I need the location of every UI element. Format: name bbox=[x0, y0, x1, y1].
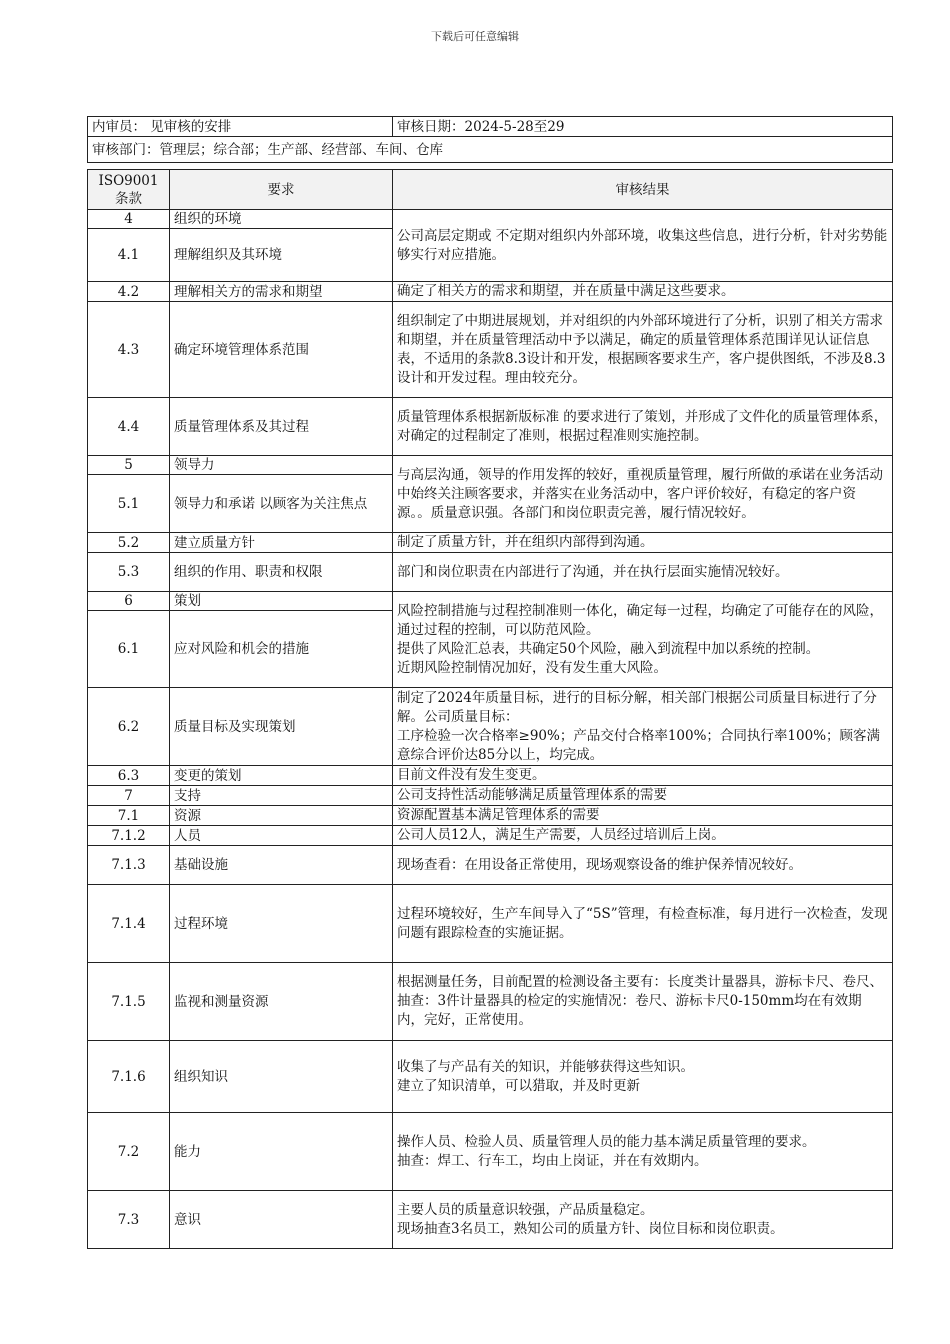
requirement-cell: 领导力 bbox=[170, 456, 393, 475]
result-cell: 公司人员12人，满足生产需要，人员经过培训后上岗。 bbox=[393, 826, 893, 846]
clause-cell: 7 bbox=[88, 786, 170, 806]
clause-cell: 5 bbox=[88, 456, 170, 475]
result-text: 风险控制措施与过程控制准则一体化，确定每一过程，均确定了可能存在的风险，通过过程的控制，可以防范风险。 bbox=[397, 602, 884, 638]
result-text: 抽查：3件计量器具的检定的实施情况：卷尺、游标卡尺0-150mm均在有效期内，完好，正常使用。 bbox=[397, 993, 862, 1028]
clause-cell: 4.2 bbox=[88, 282, 170, 302]
result-cell bbox=[393, 592, 893, 688]
result-cell bbox=[393, 688, 893, 766]
table-row bbox=[88, 766, 893, 786]
result-cell bbox=[393, 1041, 893, 1113]
table-row bbox=[88, 786, 893, 806]
clause-cell: 7.2 bbox=[88, 1113, 170, 1191]
table-row bbox=[88, 302, 893, 398]
table-row bbox=[88, 398, 893, 456]
clause-cell: 6.3 bbox=[88, 766, 170, 786]
result-text: 现场抽查3名员工，熟知公司的质量方针、岗位目标和岗位职责。 bbox=[397, 1220, 784, 1237]
audit-table bbox=[87, 116, 893, 1249]
table-row bbox=[88, 592, 893, 611]
table-row bbox=[88, 1113, 893, 1191]
table-row bbox=[88, 456, 893, 475]
audit-date: 审核日期：2024-5-28至29 bbox=[393, 117, 893, 137]
clause-cell: 6.1 bbox=[88, 611, 170, 688]
requirement-cell: 基础设施 bbox=[170, 846, 393, 885]
result-cell: 目前文件没有发生变更。 bbox=[393, 766, 893, 786]
result-cell: 过程环境较好，生产车间导入了“5S”管理，有检查标准，每月进行一次检查，发现问题有跟踪检查的实施证据。 bbox=[393, 885, 893, 963]
requirement-cell: 过程环境 bbox=[170, 885, 393, 963]
requirement-cell: 领导力和承诺 以顾客为关注焦点 bbox=[170, 475, 393, 533]
table-row bbox=[88, 533, 893, 553]
clause-cell: 6.2 bbox=[88, 688, 170, 766]
requirement-cell: 质量管理体系及其过程 bbox=[170, 398, 393, 456]
requirement-cell: 变更的策划 bbox=[170, 766, 393, 786]
header-requirement: 要求 bbox=[170, 170, 393, 210]
result-text: 制定了2024年质量目标，进行的目标分解，相关部门根据公司质量目标进行了分解。公司质量目标： bbox=[397, 689, 877, 725]
requirement-cell: 理解组织及其环境 bbox=[170, 229, 393, 282]
result-cell: 确定了相关方的需求和期望，并在质量中满足这些要求。 bbox=[393, 282, 893, 302]
table-row bbox=[88, 210, 893, 229]
table-row bbox=[88, 963, 893, 1041]
clause-cell: 4.4 bbox=[88, 398, 170, 456]
clause-cell: 7.1.4 bbox=[88, 885, 170, 963]
result-text: 抽查：焊工、行车工，均由上岗证，并在有效期内。 bbox=[397, 1152, 708, 1169]
result-cell: 部门和岗位职责在内部进行了沟通，并在执行层面实施情况较好。 bbox=[393, 553, 893, 592]
result-text: 建立了知识清单，可以猎取，并及时更新 bbox=[397, 1077, 641, 1094]
clause-cell: 4.3 bbox=[88, 302, 170, 398]
requirement-cell: 支持 bbox=[170, 786, 393, 806]
requirement-cell: 监视和测量资源 bbox=[170, 963, 393, 1041]
requirement-cell: 建立质量方针 bbox=[170, 533, 393, 553]
result-cell: 现场查看：在用设备正常使用，现场观察设备的维护保养情况较好。 bbox=[393, 846, 893, 885]
result-cell: 组织制定了中期进展规划，并对组织的内外部环境进行了分析，识别了相关方需求和期望，并在质量管理活动中予以满足，确定的质量管理体系范围详见认证信息表，不适用的条款8.3设计和开发，根据顾客要求生产，客户提供图纸，不涉及8.3设计和开发过程。理由较充分。 bbox=[393, 302, 893, 398]
result-cell bbox=[393, 963, 893, 1041]
clause-cell: 7.1.3 bbox=[88, 846, 170, 885]
requirement-cell: 组织的环境 bbox=[170, 210, 393, 229]
requirement-cell: 资源 bbox=[170, 806, 393, 826]
requirement-cell: 质量目标及实现策划 bbox=[170, 688, 393, 766]
requirement-cell: 应对风险和机会的措施 bbox=[170, 611, 393, 688]
clause-cell: 4 bbox=[88, 210, 170, 229]
result-cell: 与高层沟通，领导的作用发挥的较好，重视质量管理，履行所做的承诺在业务活动中始终关注顾客要求，并落实在业务活动中，客户评价较好，有稳定的客户资源。。质量意识强。各部门和岗位职责完善，履行情况较好。 bbox=[393, 456, 893, 533]
table-row bbox=[88, 553, 893, 592]
clause-cell: 5.2 bbox=[88, 533, 170, 553]
table-row bbox=[88, 885, 893, 963]
table-row bbox=[88, 846, 893, 885]
table-row bbox=[88, 282, 893, 302]
result-text: 工序检验一次合格率≥90%；产品交付合格率100%；合同执行率100%；顾客满意综合评价达85分以上，均完成。 bbox=[397, 727, 881, 763]
requirement-cell: 意识 bbox=[170, 1191, 393, 1249]
auditor-info: 内审员： 见审核的安排 bbox=[88, 117, 393, 137]
table-row bbox=[88, 826, 893, 846]
clause-cell: 7.1.6 bbox=[88, 1041, 170, 1113]
result-text: 近期风险控制情况加好，没有发生重大风险。 bbox=[397, 659, 668, 676]
result-cell bbox=[393, 1113, 893, 1191]
requirement-cell: 人员 bbox=[170, 826, 393, 846]
clause-cell: 5.3 bbox=[88, 553, 170, 592]
result-text: 收集了与产品有关的知识，并能够获得这些知识。 bbox=[397, 1058, 695, 1075]
table-row bbox=[88, 688, 893, 766]
requirement-cell: 能力 bbox=[170, 1113, 393, 1191]
result-cell bbox=[393, 1191, 893, 1249]
clause-cell: 7.1 bbox=[88, 806, 170, 826]
audit-departments: 审核部门：管理层；综合部；生产部、经营部、车间、仓库 bbox=[88, 137, 893, 163]
header-clause: ISO9001条款 bbox=[88, 170, 170, 210]
header-result: 审核结果 bbox=[393, 170, 893, 210]
result-text: 操作人员、检验人员、质量管理人员的能力基本满足质量管理的要求。 bbox=[397, 1133, 816, 1150]
clause-cell: 7.3 bbox=[88, 1191, 170, 1249]
clause-cell: 4.1 bbox=[88, 229, 170, 282]
table-row bbox=[88, 1041, 893, 1113]
table-row bbox=[88, 1191, 893, 1249]
clause-cell: 6 bbox=[88, 592, 170, 611]
clause-cell: 7.1.5 bbox=[88, 963, 170, 1041]
result-text: 提供了风险汇总表，共确定50个风险，融入到流程中加以系统的控制。 bbox=[397, 640, 820, 657]
result-text: 主要人员的质量意识较强，产品质量稳定。 bbox=[397, 1201, 654, 1218]
requirement-cell: 策划 bbox=[170, 592, 393, 611]
page-header: 下载后可任意编辑 bbox=[431, 30, 519, 43]
result-cell: 公司高层定期或 不定期对组织内外部环境，收集这些信息，进行分析，针对劣势能够实行对应措施。 bbox=[393, 210, 893, 282]
requirement-cell: 组织知识 bbox=[170, 1041, 393, 1113]
clause-cell: 7.1.2 bbox=[88, 826, 170, 846]
result-cell: 质量管理体系根据新版标准 的要求进行了策划，并形成了文件化的质量管理体系，对确定的过程制定了准则，根据过程准则实施控制。 bbox=[393, 398, 893, 456]
clause-cell: 5.1 bbox=[88, 475, 170, 533]
table-row bbox=[88, 806, 893, 826]
result-cell: 制定了质量方针，并在组织内部得到沟通。 bbox=[393, 533, 893, 553]
result-cell: 公司支持性活动能够满足质量管理体系的需要 bbox=[393, 786, 893, 806]
requirement-cell: 确定环境管理体系范围 bbox=[170, 302, 393, 398]
requirement-cell: 理解相关方的需求和期望 bbox=[170, 282, 393, 302]
result-cell: 资源配置基本满足管理体系的需要 bbox=[393, 806, 893, 826]
result-text: 根据测量任务，目前配置的检测设备主要有：长度类计量器具，游标卡尺、卷尺、 bbox=[397, 974, 884, 990]
requirement-cell: 组织的作用、职责和权限 bbox=[170, 553, 393, 592]
